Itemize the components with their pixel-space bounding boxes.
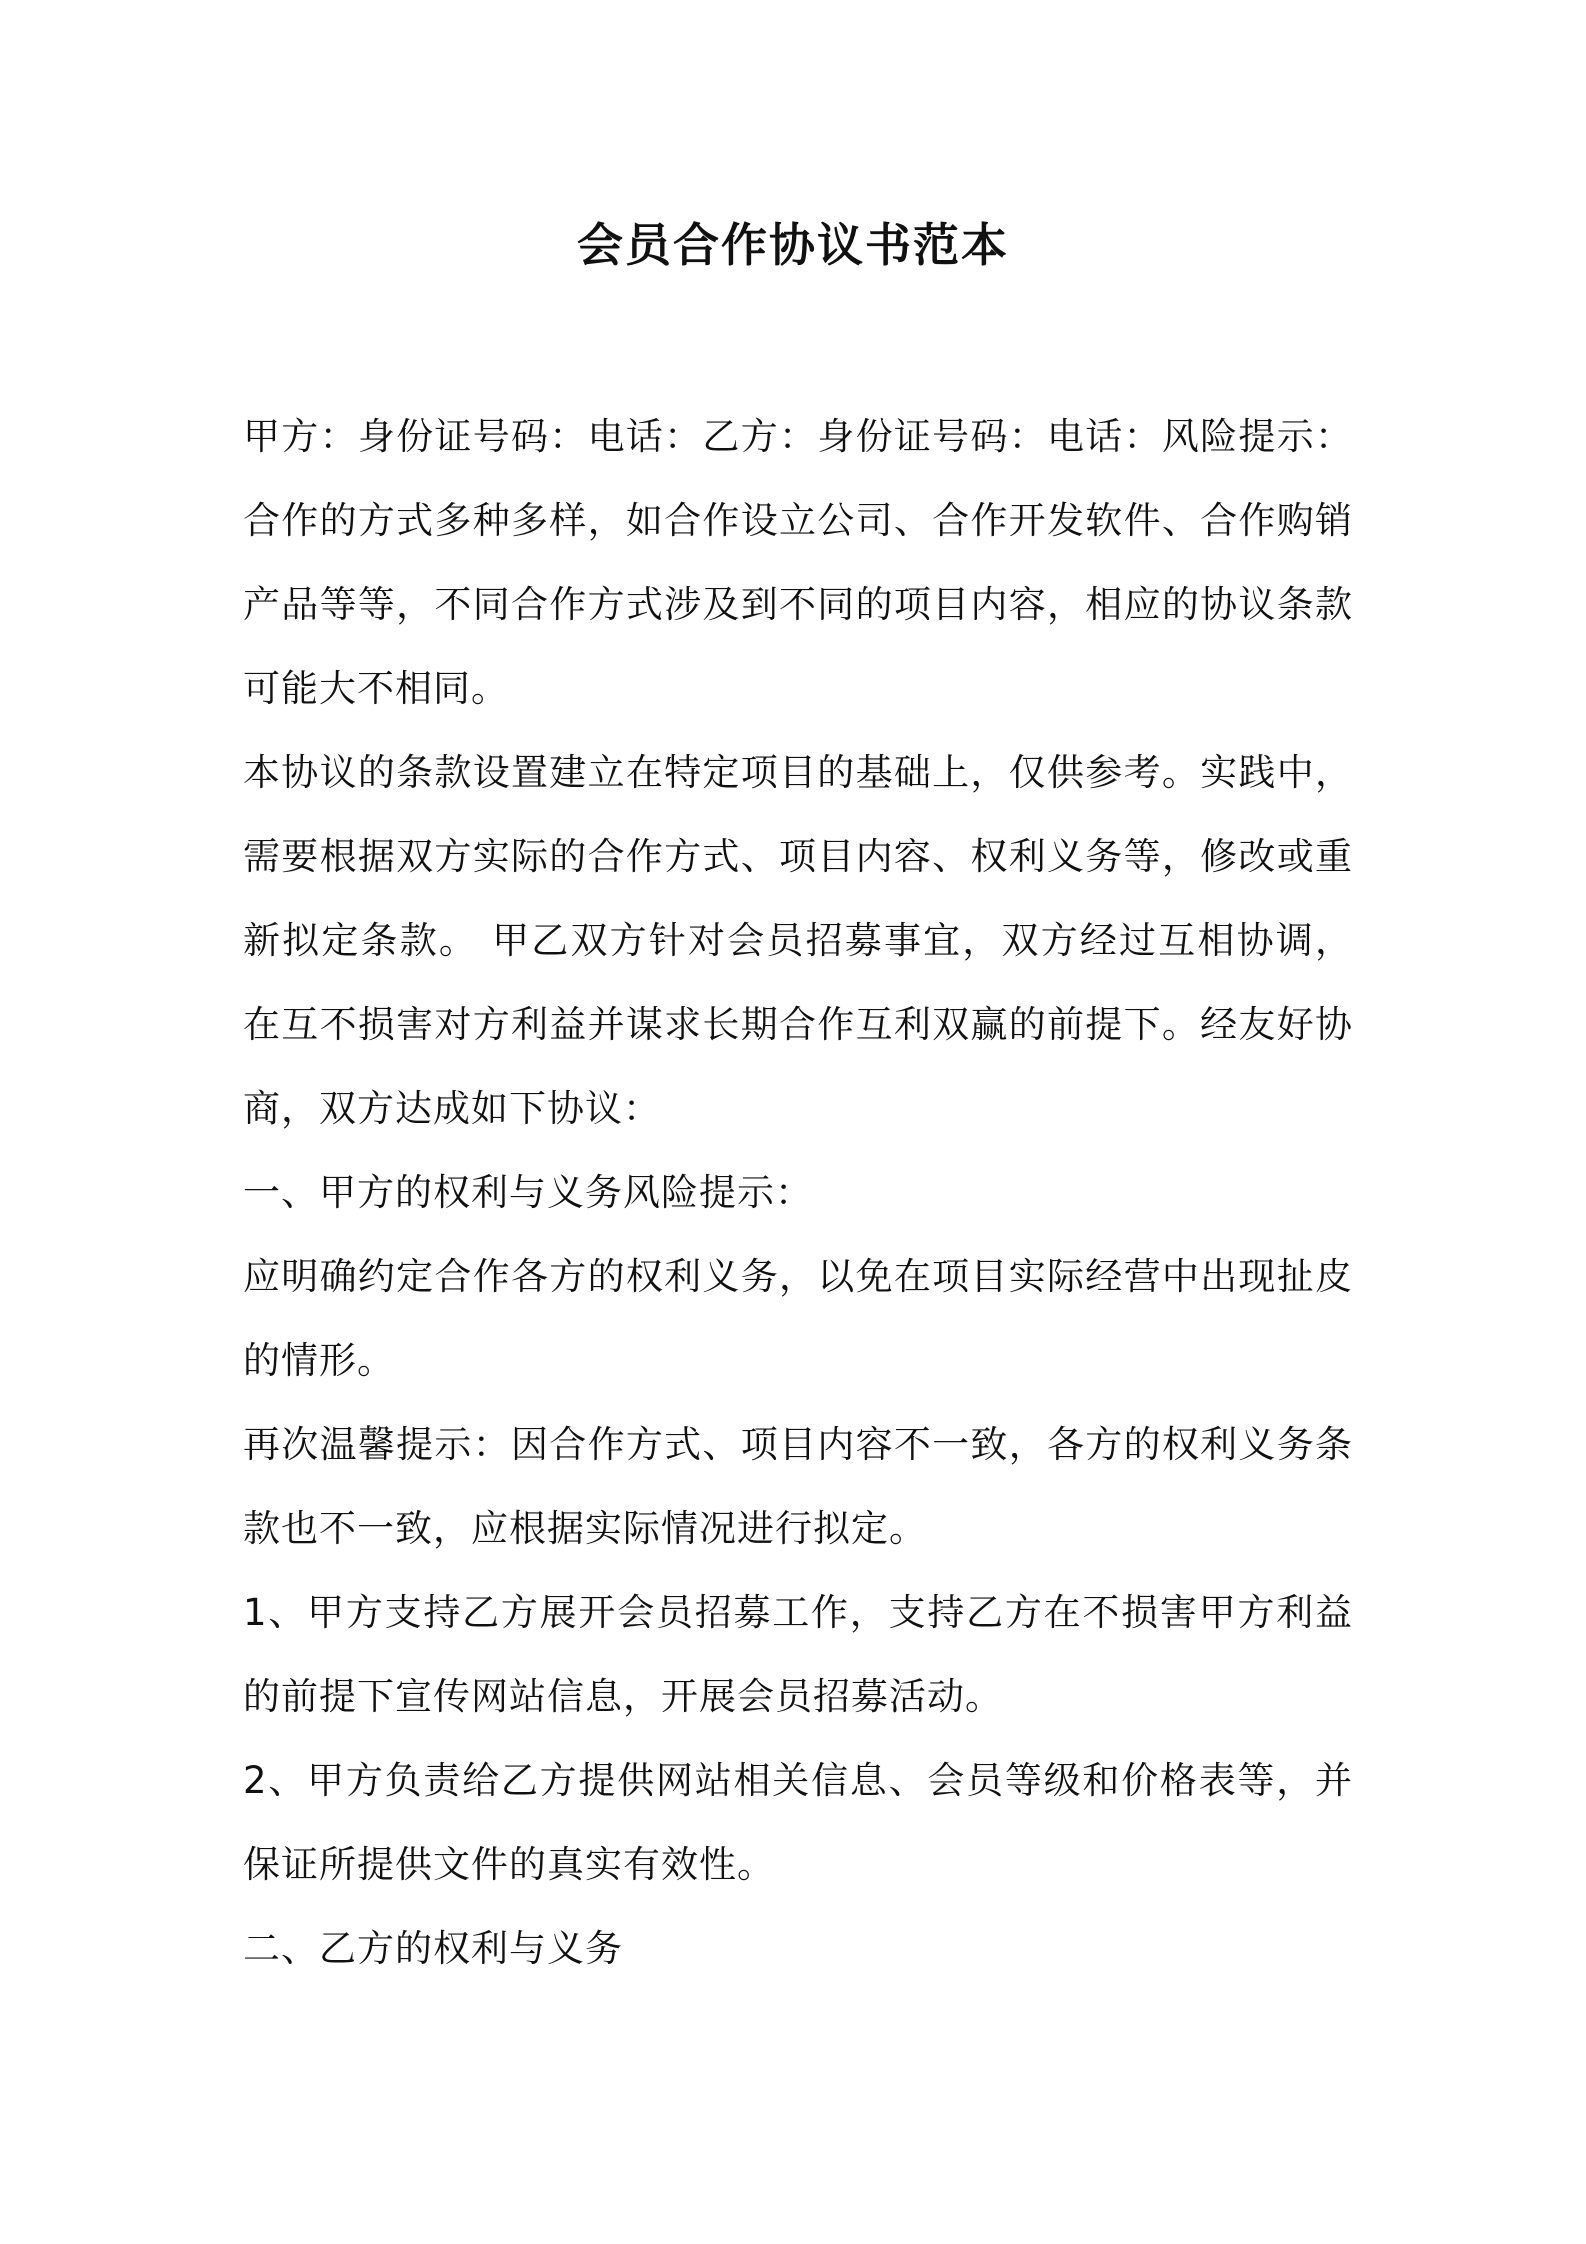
section-heading-party-b: 二、乙方的权利与义务	[243, 1927, 623, 1970]
document-title: 会员合作协议书范本	[577, 218, 1009, 272]
paragraph-agreement-basis: 本协议的条款设置建立在特定项目的基础上，仅供参考。实践中，需要根据双方实际的合作方式、项目内容、权利义务等，修改或重新拟定条款。 甲乙双方针对会员招募事宜，双方经过互相协调，在互不损害对方利益并谋求长期合作互利双赢的前提下。经友好协商，双方达成如下协议：	[243, 751, 1353, 1130]
paragraph-rights-obligations-note: 应明确约定合作各方的权利义务，以免在项目实际经营中出现扯皮的情形。	[243, 1255, 1353, 1382]
paragraph-warm-reminder: 再次温馨提示：因合作方式、项目内容不一致，各方的权利义务条款也不一致，应根据实际情况进行拟定。	[243, 1423, 1353, 1550]
section-heading-party-a: 一、甲方的权利与义务风险提示：	[243, 1171, 813, 1214]
clause-2: 2、甲方负责给乙方提供网站相关信息、会员等级和价格表等，并保证所提供文件的真实有效性。	[243, 1759, 1353, 1886]
paragraph-parties-and-risk-notice: 甲方：身份证号码：电话：乙方：身份证号码：电话：风险提示：合作的方式多种多样，如合作设立公司、合作开发软件、合作购销产品等等，不同合作方式涉及到不同的项目内容，相应的协议条款可能大不相同。	[243, 415, 1353, 710]
document-body	[243, 395, 1353, 1991]
clause-1: 1、甲方支持乙方展开会员招募工作，支持乙方在不损害甲方利益的前提下宣传网站信息，开展会员招募活动。	[243, 1591, 1353, 1718]
